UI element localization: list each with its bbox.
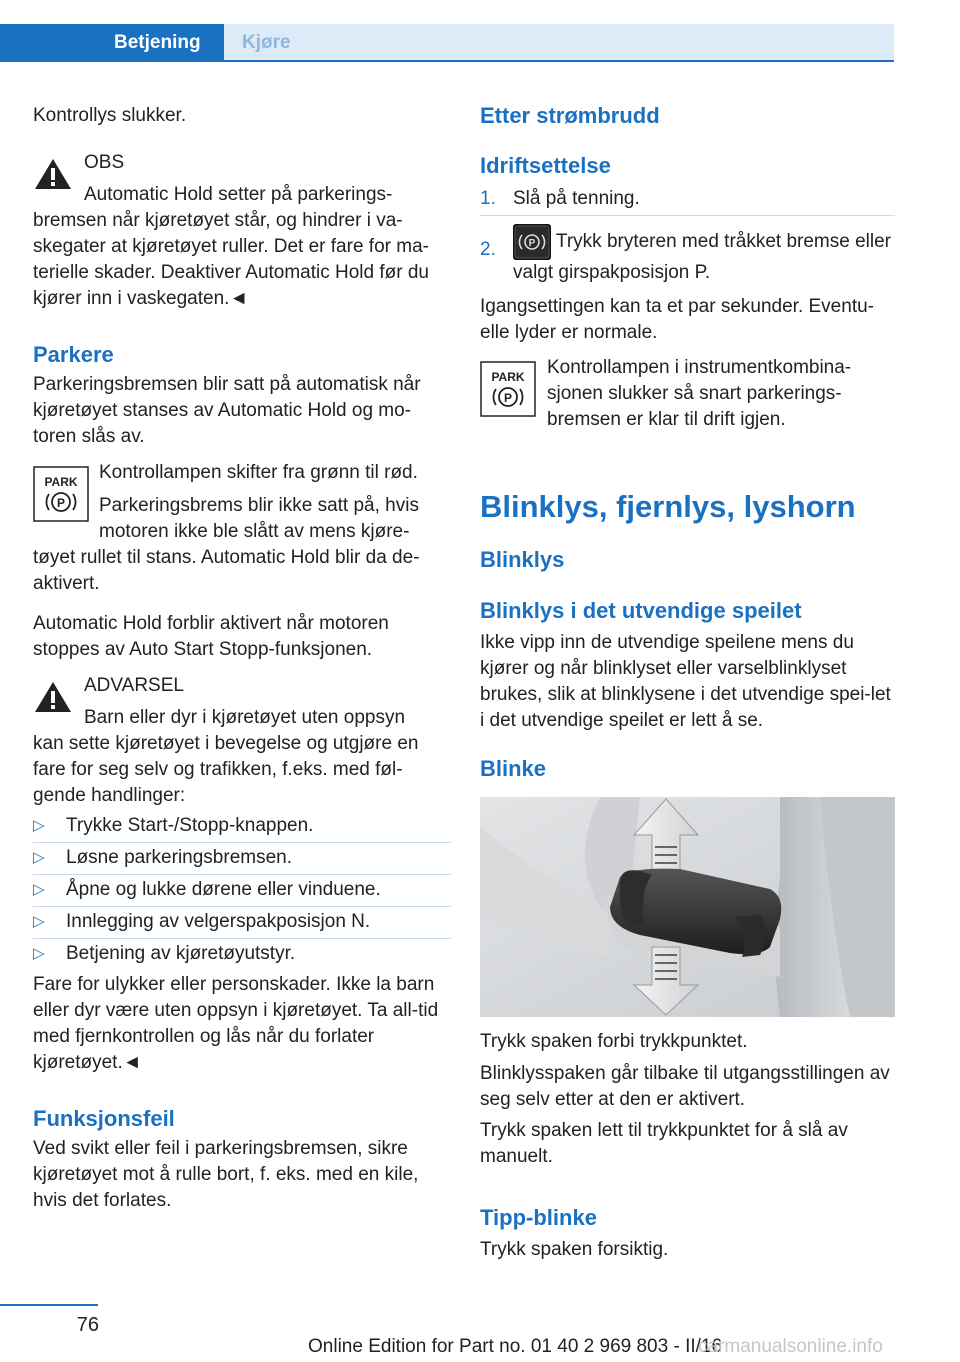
svg-text:PARK: PARK	[491, 370, 525, 384]
list-divider	[33, 906, 451, 907]
page-header	[0, 0, 960, 62]
bullet-triangle-icon: ▷	[33, 945, 45, 962]
heading-blinklys-speilet: Blinklys i det utvendige speilet	[480, 598, 802, 623]
park-button-icon	[513, 224, 551, 260]
tab-kjore[interactable]: Kjøre	[224, 24, 894, 62]
heading-etter-strombrudd: Etter strømbrudd	[480, 103, 660, 128]
svg-text:PARK: PARK	[44, 475, 78, 489]
svg-text:P: P	[56, 496, 66, 510]
footer-edition: Online Edition for Part no. 01 40 2 969 803 - II/16	[308, 1336, 723, 1357]
tipp-text: Trykk spaken forsiktig.	[480, 1239, 669, 1260]
blinke-p3: Trykk spaken lett til trykkpunktet for å slå av manuelt.	[480, 1120, 848, 1167]
obs-text-line1: Automatic Hold setter på parkerings-	[84, 184, 393, 205]
list-divider	[33, 938, 451, 939]
bullet-triangle-icon: ▷	[33, 817, 45, 834]
advarsel-text-line1: Barn eller dyr i kjøretøyet uten oppsyn	[84, 707, 406, 728]
obs-label: OBS	[84, 152, 125, 173]
advarsel-text: kan sette kjøretøyet i bevegelse og utgjøre en fare for seg selv og trafikken, f.eks. med føl-gende handlinger:	[33, 733, 419, 806]
heading-tipp-blinke: Tipp-blinke	[480, 1205, 597, 1230]
footer-divider	[0, 1304, 98, 1306]
bullet-triangle-icon: ▷	[33, 913, 45, 930]
page-number: 76	[76, 1314, 99, 1336]
paragraph-automatic-hold: Automatic Hold forblir aktivert når motoren stoppes av Auto Start Stopp-funksjonen.	[33, 613, 389, 660]
heading-idriftsettelse: Idriftsettelse	[480, 153, 611, 178]
heading-parkere: Parkere	[33, 342, 114, 367]
list-divider	[33, 874, 451, 875]
list-divider	[33, 842, 451, 843]
park-note-1: Kontrollampen skifter fra grønn til rød.	[99, 462, 418, 483]
header-divider	[0, 60, 894, 62]
park-note: Kontrollampen i instrumentkombina-sjonen slukker så snart parkerings-bremsen er klar til drift igjen.	[547, 357, 852, 430]
paragraph-fare: Fare for ulykker eller personskader. Ikke la barn eller dyr være uten oppsyn i kjøretøyet. Ta all-tid med fjernkontrollen og lås når du forlater kjøretøyet.◄	[33, 974, 439, 1073]
advarsel-label: ADVARSEL	[84, 675, 184, 696]
heading-blinke: Blinke	[480, 756, 547, 781]
bullet-triangle-icon: ▷	[33, 849, 45, 866]
svg-text:P: P	[528, 238, 536, 249]
watermark: carmanualsonline.info	[698, 1336, 883, 1357]
svg-text:P: P	[503, 391, 513, 405]
blinke-p1: Trykk spaken forbi trykkpunktet.	[480, 1031, 748, 1052]
parkere-text: Parkeringsbremsen blir satt på automatisk når kjøretøyet stanses av Automatic Hold og mo-toren slås av.	[33, 374, 421, 447]
paragraph-kontrollys: Kontrollys slukker.	[33, 105, 187, 126]
funksjonsfeil-text: Ved svikt eller feil i parkeringsbremsen, sikre kjøretøyet mot å rulle bort, f. eks. med en kile, hvis det forlates.	[33, 1138, 419, 1211]
heading-blinklys-fjernlys-lyshorn: Blinklys, fjernlys, lyshorn	[480, 489, 856, 524]
step-2-content: P Trykk bryteren med tråkket bremse eller valgt girspakposisjon P.	[513, 224, 895, 286]
obs-text: bremsen når kjøretøyet står, og hindrer i va-skegater at kjøretøyet ruller. Det er fare for ma-terielle skader. Deaktiver Automatic Hold før du kjører inn i vaskegaten.◄	[33, 210, 430, 309]
blinke-p2: Blinklysspaken går tilbake til utgangsstillingen av seg selv etter at den er aktivert.	[480, 1063, 890, 1110]
list-item: 2. P Trykk bryteren med tråkket bremse eller valgt girspakposisjon P.	[480, 224, 895, 284]
list-divider	[480, 215, 895, 216]
turn-signal-lever-illustration	[480, 797, 895, 1017]
bullet-triangle-icon: ▷	[33, 881, 45, 898]
paragraph-igangsetting: Igangsettingen kan ta et par sekunder. Eventu-elle lyder er normale.	[480, 296, 874, 343]
speilet-text: Ikke vipp inn de utvendige speilene mens du kjører og når blinklyset eller varselblinklyset brukes, slik at blinklysene i det utvendige spei-let i det utvendige speilet er lett å se.	[480, 632, 891, 731]
heading-blinklys: Blinklys	[480, 547, 565, 572]
park-note-rest: tøyet rullet til stans. Automatic Hold blir da de-aktivert.	[33, 547, 420, 594]
tab-betjening[interactable]: Betjening	[0, 24, 224, 62]
park-note-2: Parkeringsbrems blir ikke satt på, hvis motoren ikke ble slått av mens kjøre-	[99, 495, 419, 542]
heading-funksjonsfeil: Funksjonsfeil	[33, 1106, 175, 1131]
